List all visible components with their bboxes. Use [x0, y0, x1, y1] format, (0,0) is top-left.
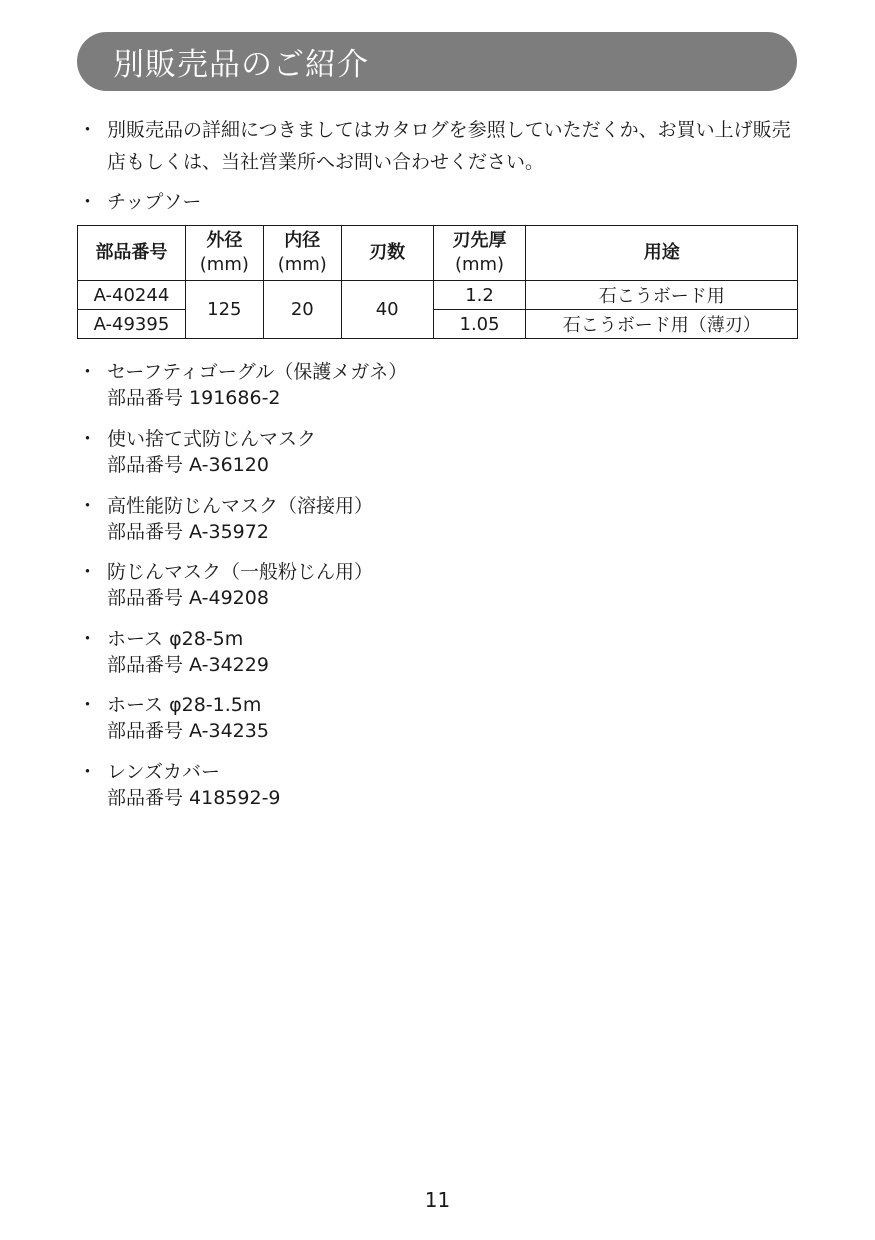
- item-name: レンズカバー: [107, 761, 220, 783]
- cell-inner-diameter: 20: [263, 281, 341, 339]
- chip-saw-table: [77, 225, 798, 339]
- bullet-mark: ・: [78, 428, 98, 450]
- item-name: ホース φ28-5m: [107, 628, 244, 650]
- cell-tip-thickness: 1.05: [433, 310, 526, 339]
- header-teeth: 刃数: [341, 226, 433, 281]
- item-part-number: 部品番号 A-35972: [107, 521, 269, 543]
- header-inner-diameter: 内径 (mm): [263, 226, 341, 281]
- cell-outer-diameter: 125: [185, 281, 263, 339]
- page-number: 11: [424, 1188, 451, 1212]
- header-outer-diameter: 外径 (mm): [185, 226, 263, 281]
- item-name: セーフティゴーグル（保護メガネ）: [107, 361, 408, 383]
- bullet-mark: ・: [78, 191, 98, 213]
- bullet-mark: ・: [78, 361, 98, 383]
- intro-text: 別販売品の詳細につきましてはカタログを参照していただくか、お買い上げ販売店もしくは、当社営業所へお問い合わせください。: [107, 119, 791, 173]
- item-part-number: 部品番号 418592-9: [107, 787, 281, 809]
- cell-usage: 石こうボード用（薄刃）: [526, 310, 798, 339]
- item-part-number: 部品番号 A-34229: [107, 654, 269, 676]
- cell-tip-thickness: 1.2: [433, 281, 526, 310]
- cell-part-no: A-49395: [78, 310, 186, 339]
- item-name: 使い捨て式防じんマスク: [107, 428, 317, 450]
- bullet-mark: ・: [78, 495, 98, 517]
- item-part-number: 部品番号 A-36120: [107, 454, 269, 476]
- item-part-number: 部品番号 A-49208: [107, 587, 269, 609]
- item-part-number: 部品番号 A-34235: [107, 720, 269, 742]
- item-name: ホース φ28-1.5m: [107, 694, 262, 716]
- item-part-number: 部品番号 191686-2: [107, 387, 281, 409]
- page-title: 別販売品のご紹介: [113, 47, 369, 83]
- bullet-mark: ・: [78, 561, 98, 583]
- header-tip-thickness: 刃先厚 (mm): [433, 226, 526, 281]
- bullet-mark: ・: [78, 761, 98, 783]
- cell-part-no: A-40244: [78, 281, 186, 310]
- bullet-mark: ・: [78, 628, 98, 650]
- item-name: 高性能防じんマスク（溶接用）: [107, 495, 374, 517]
- bullet-mark: ・: [78, 694, 98, 716]
- table-header-row: [78, 226, 798, 281]
- chip-saw-label: チップソー: [107, 191, 202, 213]
- cell-usage: 石こうボード用: [526, 281, 798, 310]
- header-usage: 用途: [526, 226, 798, 281]
- bullet-mark: ・: [78, 119, 98, 141]
- cell-teeth: 40: [341, 281, 433, 339]
- header-part-no: 部品番号: [78, 226, 186, 281]
- item-name: 防じんマスク（一般粉じん用）: [107, 561, 374, 583]
- section-title-bar: [77, 32, 797, 91]
- table-row: [78, 281, 798, 310]
